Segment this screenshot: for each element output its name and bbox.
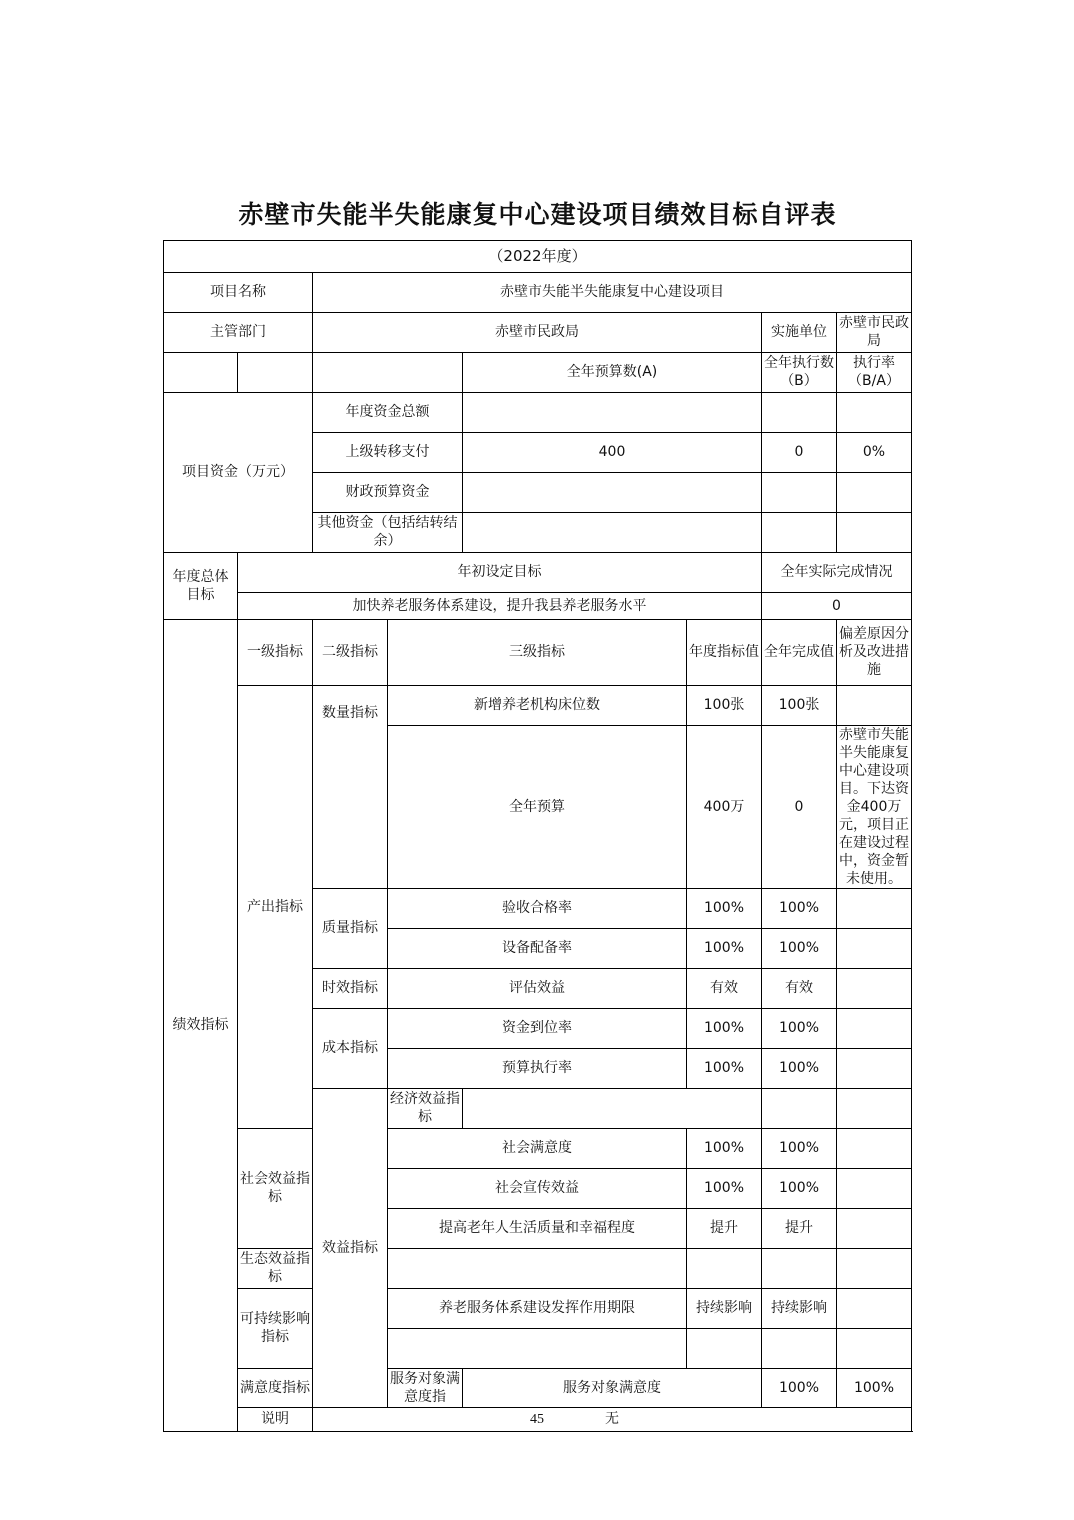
indicator-target: 持续影响 bbox=[687, 1288, 762, 1328]
indicator-reason bbox=[837, 968, 912, 1008]
fund-b bbox=[762, 472, 837, 512]
quantity-label: 数量指标 bbox=[313, 685, 388, 888]
impl-label: 实施单位 bbox=[762, 312, 837, 352]
indicator-done: 持续影响 bbox=[762, 1288, 837, 1328]
annual-goal-target-header: 年初设定目标 bbox=[238, 552, 762, 592]
perf-header-target: 年度指标值 bbox=[687, 619, 762, 685]
indicator-done: 0 bbox=[762, 725, 837, 888]
indicator-name: 评估效益 bbox=[388, 968, 687, 1008]
indicator-name: 社会宣传效益 bbox=[388, 1168, 687, 1208]
indicator-done: 提升 bbox=[762, 1208, 837, 1248]
indicator-target bbox=[687, 1248, 762, 1288]
fund-b bbox=[762, 512, 837, 552]
fund-a: 400 bbox=[463, 432, 762, 472]
indicator-target: 有效 bbox=[687, 968, 762, 1008]
empty-cell bbox=[238, 352, 313, 392]
indicator-reason: 赤壁市失能半失能康复中心建设项目。下达资金400万元，项目正在建设过程中，资金暂未使用。 bbox=[837, 725, 912, 888]
indicator-name bbox=[463, 1088, 762, 1128]
satisfaction-label: 满意度指标 bbox=[238, 1368, 313, 1407]
quality-label: 质量指标 bbox=[313, 888, 388, 968]
impl-value: 赤壁市民政局 bbox=[837, 312, 912, 352]
indicator-name: 提高老年人生活质量和幸福程度 bbox=[388, 1208, 687, 1248]
indicator-name: 全年预算 bbox=[388, 725, 687, 888]
fund-rate bbox=[837, 512, 912, 552]
indicator-target: 100% bbox=[687, 1128, 762, 1168]
indicator-name: 社会满意度 bbox=[388, 1128, 687, 1168]
indicator-target: 100% bbox=[687, 1008, 762, 1048]
indicator-done: 100% bbox=[762, 1008, 837, 1048]
fund-rate bbox=[837, 392, 912, 432]
fund-rate: 0% bbox=[837, 432, 912, 472]
perf-label: 绩效指标 bbox=[164, 619, 238, 1431]
perf-header-reason: 偏差原因分析及改进措施 bbox=[837, 619, 912, 685]
indicator-done: 100% bbox=[762, 888, 837, 928]
indicator-target: 100% bbox=[687, 888, 762, 928]
fund-label: 其他资金（包括结转结余） bbox=[313, 512, 463, 552]
indicator-target: 100张 bbox=[687, 685, 762, 725]
satisfaction-sub-label: 服务对象满意度指 bbox=[388, 1368, 463, 1407]
indicator-name bbox=[388, 1328, 687, 1368]
page-number: 45 bbox=[530, 1412, 544, 1427]
fund-label: 财政预算资金 bbox=[313, 472, 463, 512]
annual-goal-label: 年度总体目标 bbox=[164, 552, 238, 619]
indicator-reason bbox=[837, 1288, 912, 1328]
budget-header-a: 全年预算数(A) bbox=[463, 352, 762, 392]
fund-a bbox=[463, 392, 762, 432]
indicator-target: 100% bbox=[687, 1048, 762, 1088]
indicator-target bbox=[762, 1088, 837, 1128]
perf-header-l2: 二级指标 bbox=[313, 619, 388, 685]
indicator-done bbox=[837, 1088, 912, 1128]
perf-header-l3: 三级指标 bbox=[388, 619, 687, 685]
indicator-reason bbox=[837, 1248, 912, 1288]
annual-goal-actual: 0 bbox=[762, 592, 912, 619]
indicator-name: 养老服务体系建设发挥作用期限 bbox=[388, 1288, 687, 1328]
cost-label: 成本指标 bbox=[313, 1008, 388, 1088]
indicator-done: 100% bbox=[837, 1368, 912, 1407]
note-label: 说明 bbox=[238, 1407, 313, 1431]
empty-cell bbox=[164, 352, 238, 392]
funds-label: 项目资金（万元） bbox=[164, 392, 313, 552]
indicator-target: 提升 bbox=[687, 1208, 762, 1248]
social-label: 社会效益指标 bbox=[238, 1128, 313, 1248]
indicator-reason bbox=[837, 888, 912, 928]
indicator-reason bbox=[837, 1328, 912, 1368]
indicator-done: 100% bbox=[762, 1048, 837, 1088]
annual-goal-actual-header: 全年实际完成情况 bbox=[762, 552, 912, 592]
indicator-done bbox=[762, 1248, 837, 1288]
fund-b bbox=[762, 392, 837, 432]
indicator-name: 预算执行率 bbox=[388, 1048, 687, 1088]
dept-value: 赤壁市民政局 bbox=[313, 312, 762, 352]
dept-label: 主管部门 bbox=[164, 312, 313, 352]
note-value: 无 bbox=[313, 1407, 912, 1431]
evaluation-table bbox=[163, 190, 912, 1432]
indicator-name: 新增养老机构床位数 bbox=[388, 685, 687, 725]
indicator-name: 验收合格率 bbox=[388, 888, 687, 928]
fund-label: 上级转移支付 bbox=[313, 432, 463, 472]
fund-a bbox=[463, 512, 762, 552]
eco-label: 生态效益指标 bbox=[238, 1248, 313, 1288]
year-label: （2022年度） bbox=[164, 240, 912, 272]
benefit-label: 效益指标 bbox=[313, 1088, 388, 1407]
indicator-target: 400万 bbox=[687, 725, 762, 888]
sustain-label: 可持续影响指标 bbox=[238, 1288, 313, 1368]
budget-header-rate: 执行率（B/A） bbox=[837, 352, 912, 392]
indicator-name: 服务对象满意度 bbox=[463, 1368, 762, 1407]
indicator-done: 100张 bbox=[762, 685, 837, 725]
indicator-reason bbox=[837, 1048, 912, 1088]
indicator-target bbox=[687, 1328, 762, 1368]
indicator-reason bbox=[837, 1168, 912, 1208]
empty-cell bbox=[313, 352, 463, 392]
fund-a bbox=[463, 472, 762, 512]
indicator-name bbox=[388, 1248, 687, 1288]
indicator-reason bbox=[837, 1008, 912, 1048]
table-title: 赤壁市失能半失能康复中心建设项目绩效目标自评表 bbox=[164, 190, 912, 240]
indicator-reason bbox=[837, 1128, 912, 1168]
project-name: 赤壁市失能半失能康复中心建设项目 bbox=[313, 272, 912, 312]
indicator-target: 100% bbox=[762, 1368, 837, 1407]
fund-label: 年度资金总额 bbox=[313, 392, 463, 432]
indicator-target: 100% bbox=[687, 928, 762, 968]
indicator-done: 100% bbox=[762, 1128, 837, 1168]
indicator-reason bbox=[837, 685, 912, 725]
indicator-name: 设备配备率 bbox=[388, 928, 687, 968]
perf-header-l1: 一级指标 bbox=[238, 619, 313, 685]
indicator-reason bbox=[837, 1208, 912, 1248]
annual-goal-target: 加快养老服务体系建设，提升我县养老服务水平 bbox=[238, 592, 762, 619]
indicator-done: 100% bbox=[762, 928, 837, 968]
indicator-target: 100% bbox=[687, 1168, 762, 1208]
output-label: 产出指标 bbox=[238, 685, 313, 1128]
indicator-done: 100% bbox=[762, 1168, 837, 1208]
indicator-name: 资金到位率 bbox=[388, 1008, 687, 1048]
economic-label: 经济效益指标 bbox=[388, 1088, 463, 1128]
fund-b: 0 bbox=[762, 432, 837, 472]
indicator-done bbox=[762, 1328, 837, 1368]
indicator-done: 有效 bbox=[762, 968, 837, 1008]
fund-rate bbox=[837, 472, 912, 512]
perf-header-done: 全年完成值 bbox=[762, 619, 837, 685]
timeliness-label: 时效指标 bbox=[313, 968, 388, 1008]
budget-header-b: 全年执行数（B） bbox=[762, 352, 837, 392]
indicator-reason bbox=[837, 928, 912, 968]
project-name-label: 项目名称 bbox=[164, 272, 313, 312]
